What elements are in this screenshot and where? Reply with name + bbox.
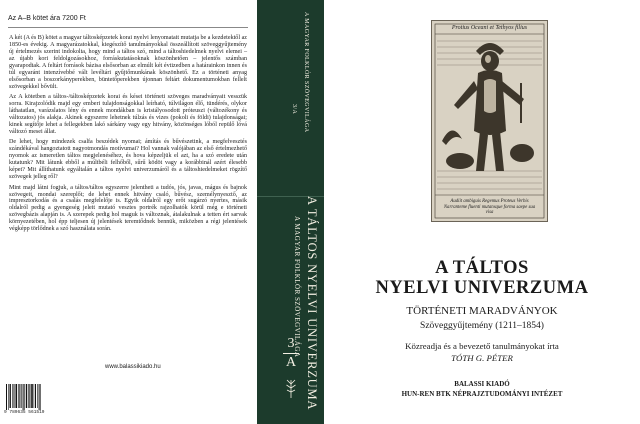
spine-volume-number <box>283 336 299 371</box>
isbn-digits: 9 789635 561519 <box>4 410 45 415</box>
spine-top-panel <box>257 0 324 197</box>
publisher-website: www.balassikiado.hu <box>105 364 161 370</box>
spine-divider <box>283 353 299 354</box>
spine-series: A MAGYAR FOLKLÓR SZÖVEGVILÁGA <box>293 216 301 358</box>
book-title-line1: A TÁLTOS <box>435 258 529 278</box>
proteus-engraving-image <box>432 21 547 221</box>
book-title-line2: NYELVI UNIVERZUMA <box>375 278 589 298</box>
blurb-paragraph: A két (A és B) kötet a magyar táltosképzetek korai nyelvi lenyomatait mutatja be a kezdetektől az 1850-es évekig. A magyarázatokkal, kiegészítő tanulmányokkal összeállított szöveggyűjtemény új értelmezés szerint indokolta, hogy mind a táltos szó, mind a táltoshiedelmek nyelvi elemei – az újabb kori feldolgozásokhoz, forráskutatásoknak köszönhetően – jelentős számban gyarapodtak. A feltárt források bázisa elsősorban az elmúlt két évtizedben a határainkon innen és túl egyaránt intenzívebbé vált levéltári gyűjtőmunkának köszönhető. Ez a történeti anyag elsősorban a boszorkányperekben, büntetőperekben újonnan feltárt dokumentumokban fellelt szövegekkel bővült. <box>9 35 247 90</box>
barcode-icon <box>6 384 42 410</box>
blurb-paragraph: Mint majd látni fogjuk, a táltos/táltos egyszerre jelentheti a tudós, jós, javas, mágus és bajnok szövegeit, mondai szereplőt; de lehet ennek hitvány csaló, bűvész, személynyesztő, az impresztorkodás és a csalás megfelelője is. Egyik oldalról egy erőt sugárzó nyertes, másik oldalról pedig a gyengeség jeleit mutató vesztes portrék rajzolhatók körül még e történeti szövegbázis alapján is. A szerepek pedig hol maguk is változnak, átalakulnak a tetten ért sarvak környezetében, hol épp teljesen új jelentések teremtődnek bennük, miközben a régi jelentések végképp törlődnek a szó használata során. <box>9 184 247 233</box>
spine-volume-small: 3/A <box>291 104 297 115</box>
spine <box>257 0 324 424</box>
back-blurb <box>9 35 247 237</box>
engraving-plate <box>431 20 548 222</box>
spine-title: A TÁLTOS NYELVI UNIVERZUMA <box>305 196 319 411</box>
spine-series-top: A MAGYAR FOLKLÓR SZÖVEGVILÁGA <box>303 12 309 133</box>
editor-credit: Közreadja és a bevezető tanulmányokat írta <box>405 341 559 351</box>
spine-number: 3 <box>287 336 295 351</box>
editor-name: TÓTH G. PÉTER <box>451 353 513 363</box>
co-publisher-name: HUN-REN BTK NÉPRAJZTUDOMÁNYI INTÉZET <box>401 390 563 398</box>
book-subtitle-dates: Szöveggyűjtemény (1211–1854) <box>420 321 544 331</box>
blurb-paragraph: De lehet, hogy mindezek csalfa beszédek nyomai; ámítás és bűvészetink, a megfelvesztés szándékával hangoztatott nagyotmondás motívumai? Hol vannak valójában az első értelmezhető nyomok az ismeretlen táltos megjelenéséhez, és hova képzeljük el azt, ha a szó eredete után kutatunk? Mit látunk ebből a múltbéli felhőből, sűrű ködöt vagy a korábbinál azért élesebb képet? Mit állíthatunk egyáltalán a táltos nyelvi univerzumáról és a táltoshiedelmeket rögzítő szövegek jelleg ről? <box>9 139 247 181</box>
publisher-name: BALASSI KIADÓ <box>454 380 510 388</box>
back-cover <box>0 0 257 424</box>
plate-top-caption: Protius Oceani et Tethyos filius <box>451 25 528 31</box>
blurb-paragraph: Az A kötetben a táltos-/táltosképzetek korai és kései történeti szöveges maradványait vesszük sorra. Kirajzolódik majd egy emberi tulajdonságokkal leírható, túlvilágon élő, tündérés, olykor láthatatlan, varázslatos lény és ennek mondákban is kristályosodott próteuszi (változékony és változatos) jós alakja. Akinek egyszerre lehetnek túlzás és vizes (pokoli és földi) tulajdonságai; kinek segítője lehet a fellegekben lakó sárkány vagy egy hitvány, közönséges lóból repülő lóvá változó mesei állat. <box>9 94 247 135</box>
book-subtitle: TÖRTÉNETI MARADVÁNYOK <box>406 305 558 317</box>
plate-bottom-caption: Audiit ambiguis Regemus Proteus Verbis Narranteme fluenti mutansque forma saepe sua visa <box>443 199 536 216</box>
spine-letter: A <box>285 355 297 370</box>
tree-logo-icon <box>285 376 297 398</box>
price-label: Az A–B kötet ára 7200 Ft <box>8 15 248 28</box>
